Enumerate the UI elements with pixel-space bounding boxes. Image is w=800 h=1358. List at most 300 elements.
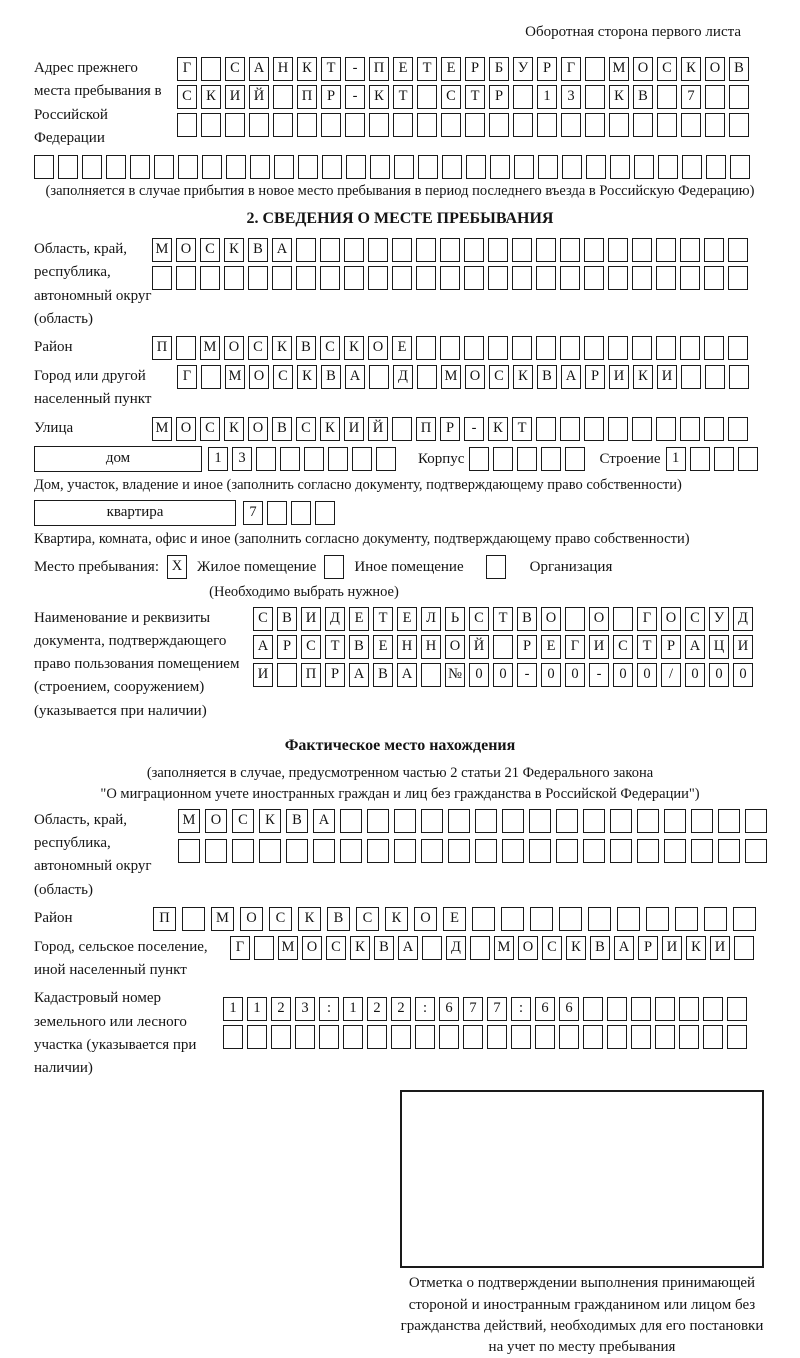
char-cell[interactable]: В (286, 809, 308, 833)
char-cell[interactable] (745, 839, 767, 863)
char-cell[interactable] (415, 1025, 435, 1049)
char-cell[interactable]: О (589, 607, 609, 631)
char-cell[interactable] (679, 997, 699, 1021)
char-cell[interactable] (657, 85, 677, 109)
char-cell[interactable] (585, 57, 605, 81)
char-cell[interactable]: 2 (391, 997, 411, 1021)
char-cell[interactable]: И (609, 365, 629, 389)
char-cell[interactable] (248, 266, 268, 290)
char-cell[interactable]: Е (541, 635, 561, 659)
char-cell[interactable]: - (345, 57, 365, 81)
char-cell[interactable] (610, 809, 632, 833)
char-cell[interactable] (319, 1025, 339, 1049)
char-cell[interactable] (58, 155, 78, 179)
char-cell[interactable]: О (248, 417, 268, 441)
char-cell[interactable]: К (224, 238, 244, 262)
char-cell[interactable] (247, 1025, 267, 1049)
char-cell[interactable]: И (662, 936, 682, 960)
char-cell[interactable] (489, 113, 509, 137)
char-cell[interactable] (392, 417, 412, 441)
char-cell[interactable]: И (710, 936, 730, 960)
char-cell[interactable] (631, 1025, 651, 1049)
char-cell[interactable]: 0 (613, 663, 633, 687)
char-cell[interactable]: С (613, 635, 633, 659)
char-grid-city-actual[interactable] (230, 936, 758, 960)
char-cell[interactable] (439, 1025, 459, 1049)
char-grid-stroenie[interactable] (666, 447, 762, 471)
char-cell[interactable]: В (248, 238, 268, 262)
char-cell[interactable]: А (614, 936, 634, 960)
char-cell[interactable] (680, 336, 700, 360)
char-cell[interactable] (560, 336, 580, 360)
char-cell[interactable]: 0 (733, 663, 753, 687)
char-cell[interactable]: П (152, 336, 172, 360)
char-cell[interactable]: К (681, 57, 701, 81)
char-cell[interactable] (352, 447, 372, 471)
char-cell[interactable]: Е (441, 57, 461, 81)
char-cell[interactable]: А (249, 57, 269, 81)
char-cell[interactable]: 1 (223, 997, 243, 1021)
char-cell[interactable]: П (416, 417, 436, 441)
char-cell[interactable] (607, 997, 627, 1021)
char-cell[interactable] (502, 839, 524, 863)
char-cell[interactable]: М (441, 365, 461, 389)
char-cell[interactable]: 3 (295, 997, 315, 1021)
char-cell[interactable] (617, 907, 640, 931)
char-cell[interactable] (583, 1025, 603, 1049)
char-cell[interactable] (656, 238, 676, 262)
char-cell[interactable]: В (374, 936, 394, 960)
char-cell[interactable] (607, 1025, 627, 1049)
char-cell[interactable] (656, 336, 676, 360)
char-cell[interactable] (703, 1025, 723, 1049)
char-cell[interactable]: С (200, 417, 220, 441)
char-cell[interactable]: К (385, 907, 408, 931)
char-cell[interactable]: А (313, 809, 335, 833)
char-cell[interactable] (321, 113, 341, 137)
char-cell[interactable]: С (356, 907, 379, 931)
char-cell[interactable]: О (205, 809, 227, 833)
char-cell[interactable]: К (272, 336, 292, 360)
char-cell[interactable] (370, 155, 390, 179)
char-cell[interactable]: К (350, 936, 370, 960)
char-cell[interactable] (463, 1025, 483, 1049)
char-cell[interactable] (718, 809, 740, 833)
char-cell[interactable]: А (349, 663, 369, 687)
char-cell[interactable] (416, 336, 436, 360)
char-cell[interactable]: 0 (469, 663, 489, 687)
char-cell[interactable]: И (301, 607, 321, 631)
char-cell[interactable] (583, 809, 605, 833)
char-cell[interactable] (561, 113, 581, 137)
char-cell[interactable]: О (518, 936, 538, 960)
char-cell[interactable] (224, 266, 244, 290)
char-cell[interactable]: Т (393, 85, 413, 109)
char-cell[interactable]: В (272, 417, 292, 441)
char-cell[interactable] (177, 113, 197, 137)
char-grid-prev-address-4[interactable] (34, 155, 766, 179)
char-grid-region-1[interactable] (152, 238, 752, 262)
char-cell[interactable] (512, 238, 532, 262)
char-cell[interactable]: К (566, 936, 586, 960)
char-cell[interactable]: В (729, 57, 749, 81)
char-cell[interactable]: С (657, 57, 677, 81)
char-cell[interactable]: В (277, 607, 297, 631)
char-cell[interactable] (392, 238, 412, 262)
char-cell[interactable]: 0 (541, 663, 561, 687)
char-cell[interactable]: Г (177, 365, 197, 389)
char-cell[interactable] (657, 113, 677, 137)
char-grid-prev-address-3[interactable] (177, 113, 753, 137)
char-cell[interactable]: С (685, 607, 705, 631)
char-cell[interactable]: Ь (445, 607, 465, 631)
char-cell[interactable]: О (705, 57, 725, 81)
char-cell[interactable] (733, 907, 756, 931)
char-cell[interactable] (178, 155, 198, 179)
char-cell[interactable] (734, 936, 754, 960)
char-cell[interactable]: В (321, 365, 341, 389)
char-cell[interactable]: Р (277, 635, 297, 659)
char-cell[interactable]: Е (349, 607, 369, 631)
char-cell[interactable]: Т (465, 85, 485, 109)
char-cell[interactable]: Р (585, 365, 605, 389)
char-cell[interactable] (440, 238, 460, 262)
char-cell[interactable] (675, 907, 698, 931)
char-cell[interactable] (704, 907, 727, 931)
char-cell[interactable]: С (200, 238, 220, 262)
char-cell[interactable] (583, 839, 605, 863)
char-cell[interactable] (328, 447, 348, 471)
char-grid-region-actual-2[interactable] (178, 839, 772, 863)
char-cell[interactable] (225, 113, 245, 137)
char-cell[interactable]: С (232, 809, 254, 833)
char-cell[interactable]: 1 (208, 447, 228, 471)
char-cell[interactable] (475, 809, 497, 833)
char-cell[interactable] (538, 155, 558, 179)
char-cell[interactable]: Т (417, 57, 437, 81)
char-cell[interactable] (416, 238, 436, 262)
char-cell[interactable]: Е (373, 635, 393, 659)
char-cell[interactable]: К (488, 417, 508, 441)
char-cell[interactable] (511, 1025, 531, 1049)
char-cell[interactable] (152, 266, 172, 290)
char-cell[interactable]: П (369, 57, 389, 81)
char-cell[interactable] (286, 839, 308, 863)
char-cell[interactable]: С (326, 936, 346, 960)
char-cell[interactable] (679, 1025, 699, 1049)
char-cell[interactable] (296, 266, 316, 290)
char-cell[interactable]: Г (177, 57, 197, 81)
char-cell[interactable] (421, 663, 441, 687)
char-cell[interactable] (585, 113, 605, 137)
char-cell[interactable]: Е (443, 907, 466, 931)
char-cell[interactable] (201, 365, 221, 389)
char-cell[interactable] (609, 113, 629, 137)
char-cell[interactable]: Р (661, 635, 681, 659)
char-cell[interactable]: М (225, 365, 245, 389)
char-cell[interactable]: 1 (247, 997, 267, 1021)
char-cell[interactable] (488, 266, 508, 290)
char-cell[interactable] (664, 839, 686, 863)
char-cell[interactable]: О (661, 607, 681, 631)
char-cell[interactable] (608, 266, 628, 290)
char-cell[interactable]: В (373, 663, 393, 687)
char-cell[interactable]: К (297, 57, 317, 81)
char-cell[interactable] (178, 839, 200, 863)
char-cell[interactable] (556, 809, 578, 833)
char-cell[interactable] (536, 238, 556, 262)
char-cell[interactable]: Г (230, 936, 250, 960)
char-cell[interactable] (680, 417, 700, 441)
char-cell[interactable]: 1 (343, 997, 363, 1021)
char-cell[interactable]: Р (517, 635, 537, 659)
char-cell[interactable]: - (517, 663, 537, 687)
char-cell[interactable] (367, 839, 389, 863)
char-cell[interactable] (608, 417, 628, 441)
char-cell[interactable]: Р (537, 57, 557, 81)
char-cell[interactable]: Д (446, 936, 466, 960)
char-cell[interactable] (267, 501, 287, 525)
char-cell[interactable] (340, 809, 362, 833)
char-cell[interactable] (632, 266, 652, 290)
char-cell[interactable]: / (661, 663, 681, 687)
char-cell[interactable] (416, 266, 436, 290)
char-cell[interactable] (106, 155, 126, 179)
char-cell[interactable]: С (301, 635, 321, 659)
char-cell[interactable] (536, 336, 556, 360)
char-grid-korpus[interactable] (469, 447, 589, 471)
char-cell[interactable] (280, 447, 300, 471)
char-cell[interactable]: Н (421, 635, 441, 659)
char-cell[interactable] (417, 365, 437, 389)
char-cell[interactable]: 1 (666, 447, 686, 471)
char-cell[interactable]: А (397, 663, 417, 687)
char-cell[interactable] (475, 839, 497, 863)
char-cell[interactable] (369, 365, 389, 389)
checkbox-organization[interactable] (486, 555, 506, 579)
char-grid-cadastral-2[interactable] (223, 1025, 751, 1049)
char-cell[interactable]: О (249, 365, 269, 389)
char-cell[interactable] (201, 57, 221, 81)
char-cell[interactable] (256, 447, 276, 471)
char-cell[interactable] (535, 1025, 555, 1049)
char-cell[interactable] (344, 266, 364, 290)
char-cell[interactable]: В (296, 336, 316, 360)
char-cell[interactable]: М (494, 936, 514, 960)
char-cell[interactable] (34, 155, 54, 179)
char-cell[interactable] (658, 155, 678, 179)
char-cell[interactable]: Й (469, 635, 489, 659)
char-cell[interactable]: О (633, 57, 653, 81)
char-cell[interactable]: С (248, 336, 268, 360)
char-cell[interactable] (344, 238, 364, 262)
char-cell[interactable]: А (345, 365, 365, 389)
char-grid-district[interactable] (152, 336, 752, 360)
char-cell[interactable] (417, 113, 437, 137)
char-cell[interactable]: М (278, 936, 298, 960)
char-cell[interactable] (272, 266, 292, 290)
char-cell[interactable] (565, 447, 585, 471)
checkbox-residential[interactable]: X (167, 555, 187, 579)
char-cell[interactable]: : (319, 997, 339, 1021)
char-cell[interactable] (421, 839, 443, 863)
char-grid-street[interactable] (152, 417, 752, 441)
char-cell[interactable]: Т (321, 57, 341, 81)
char-cell[interactable]: И (733, 635, 753, 659)
char-cell[interactable] (273, 113, 293, 137)
char-cell[interactable]: Л (421, 607, 441, 631)
char-cell[interactable] (584, 266, 604, 290)
char-cell[interactable]: П (297, 85, 317, 109)
char-cell[interactable]: В (633, 85, 653, 109)
char-cell[interactable]: Б (489, 57, 509, 81)
char-cell[interactable]: М (152, 238, 172, 262)
char-cell[interactable] (610, 155, 630, 179)
char-grid-apartment[interactable] (243, 501, 339, 525)
char-cell[interactable] (298, 155, 318, 179)
char-cell[interactable] (562, 155, 582, 179)
char-cell[interactable] (718, 839, 740, 863)
char-cell[interactable] (588, 907, 611, 931)
char-cell[interactable]: С (469, 607, 489, 631)
char-cell[interactable]: 0 (493, 663, 513, 687)
char-cell[interactable]: Д (325, 607, 345, 631)
char-cell[interactable]: Й (249, 85, 269, 109)
char-cell[interactable] (585, 85, 605, 109)
char-cell[interactable]: П (153, 907, 176, 931)
char-cell[interactable]: : (511, 997, 531, 1021)
char-cell[interactable] (466, 155, 486, 179)
char-cell[interactable] (441, 113, 461, 137)
char-cell[interactable]: О (240, 907, 263, 931)
char-cell[interactable]: Т (493, 607, 513, 631)
char-cell[interactable] (560, 417, 580, 441)
char-cell[interactable] (728, 336, 748, 360)
char-cell[interactable] (541, 447, 561, 471)
char-cell[interactable] (295, 1025, 315, 1049)
char-cell[interactable]: 0 (637, 663, 657, 687)
char-cell[interactable]: К (259, 809, 281, 833)
char-cell[interactable]: - (589, 663, 609, 687)
char-cell[interactable]: У (709, 607, 729, 631)
char-cell[interactable]: О (176, 417, 196, 441)
char-cell[interactable] (368, 238, 388, 262)
char-cell[interactable] (182, 907, 205, 931)
char-cell[interactable]: К (609, 85, 629, 109)
char-cell[interactable] (655, 997, 675, 1021)
char-cell[interactable]: К (686, 936, 706, 960)
char-grid-prev-address-2[interactable] (177, 85, 753, 109)
char-cell[interactable] (376, 447, 396, 471)
char-cell[interactable]: У (513, 57, 533, 81)
char-cell[interactable]: А (685, 635, 705, 659)
char-cell[interactable]: Т (373, 607, 393, 631)
char-cell[interactable]: К (633, 365, 653, 389)
char-cell[interactable] (470, 936, 490, 960)
char-cell[interactable] (82, 155, 102, 179)
char-cell[interactable]: И (589, 635, 609, 659)
char-cell[interactable] (322, 155, 342, 179)
char-cell[interactable] (464, 266, 484, 290)
char-cell[interactable]: А (561, 365, 581, 389)
char-cell[interactable]: О (541, 607, 561, 631)
char-cell[interactable]: М (178, 809, 200, 833)
char-cell[interactable] (464, 238, 484, 262)
char-cell[interactable] (249, 113, 269, 137)
char-cell[interactable] (634, 155, 654, 179)
char-cell[interactable] (343, 1025, 363, 1049)
char-cell[interactable]: Т (325, 635, 345, 659)
char-cell[interactable]: А (272, 238, 292, 262)
char-cell[interactable] (586, 155, 606, 179)
char-cell[interactable] (176, 266, 196, 290)
char-cell[interactable] (277, 663, 297, 687)
char-cell[interactable] (493, 635, 513, 659)
char-cell[interactable]: Р (440, 417, 460, 441)
char-cell[interactable] (274, 155, 294, 179)
char-cell[interactable]: О (176, 238, 196, 262)
char-cell[interactable]: К (320, 417, 340, 441)
char-cell[interactable] (560, 238, 580, 262)
char-cell[interactable] (537, 113, 557, 137)
char-cell[interactable] (250, 155, 270, 179)
char-cell[interactable] (513, 85, 533, 109)
char-cell[interactable] (583, 997, 603, 1021)
char-cell[interactable] (704, 417, 724, 441)
char-cell[interactable] (646, 907, 669, 931)
char-cell[interactable]: Е (397, 607, 417, 631)
char-cell[interactable]: 7 (681, 85, 701, 109)
char-cell[interactable] (488, 238, 508, 262)
char-cell[interactable]: П (301, 663, 321, 687)
char-cell[interactable] (729, 113, 749, 137)
char-cell[interactable] (345, 113, 365, 137)
char-grid-region-2[interactable] (152, 266, 752, 290)
char-cell[interactable] (655, 1025, 675, 1049)
char-cell[interactable] (202, 155, 222, 179)
char-cell[interactable] (728, 238, 748, 262)
char-cell[interactable] (259, 839, 281, 863)
char-cell[interactable] (690, 447, 710, 471)
char-cell[interactable]: С (441, 85, 461, 109)
char-cell[interactable] (502, 809, 524, 833)
char-cell[interactable]: 0 (685, 663, 705, 687)
char-cell[interactable]: В (517, 607, 537, 631)
char-cell[interactable]: С (320, 336, 340, 360)
char-cell[interactable] (273, 85, 293, 109)
char-cell[interactable] (517, 447, 537, 471)
char-cell[interactable] (728, 417, 748, 441)
char-cell[interactable]: 7 (463, 997, 483, 1021)
char-cell[interactable] (656, 417, 676, 441)
char-cell[interactable] (536, 266, 556, 290)
char-cell[interactable]: Р (489, 85, 509, 109)
char-cell[interactable] (705, 365, 725, 389)
char-cell[interactable]: С (177, 85, 197, 109)
char-cell[interactable] (584, 238, 604, 262)
char-cell[interactable] (565, 607, 585, 631)
char-cell[interactable]: С (296, 417, 316, 441)
char-cell[interactable]: Г (637, 607, 657, 631)
char-cell[interactable] (346, 155, 366, 179)
char-cell[interactable]: - (345, 85, 365, 109)
char-cell[interactable]: К (344, 336, 364, 360)
char-cell[interactable] (254, 936, 274, 960)
char-cell[interactable] (313, 839, 335, 863)
char-cell[interactable]: 6 (439, 997, 459, 1021)
char-cell[interactable]: С (489, 365, 509, 389)
char-cell[interactable] (727, 997, 747, 1021)
